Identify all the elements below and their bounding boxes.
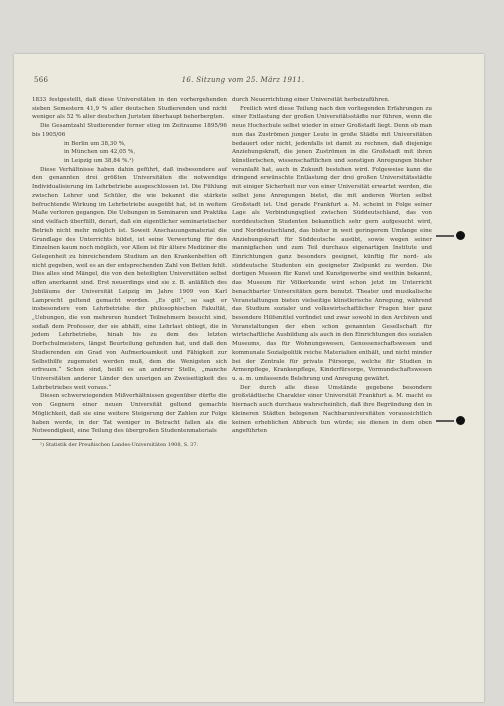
page-number: 566 (34, 76, 49, 84)
paragraph: durch Neuerrichtung einer Universität herbeizuführen. (232, 97, 390, 103)
binding-clip (436, 235, 454, 237)
paragraph: Diesen schwerwiegenden Mißverhältnissen gegenüber dürfte die von Gegnern einer neuen Universität geltend gemachte Möglichkeit, daß sie eine weitere Steigerung der Zahlen zur Folge haben werde, in der Tat weniger in Betracht fallen als die Notwendigkeit, eine Teilung des übergroßen Studentenmaterials (32, 393, 227, 435)
paragraph: Diese Verhältnisse haben dahin geführt, daß insbesondere auf den genannten drei größten Universitäten die notwendige Individualisierung im Lehrbetriebe ausgeschlossen ist. Die Fühlung zwischen Lehrer und Schüler, die wie bekannt die stärkste befruchtende Wirkung im Lehrbetriebe ausgeübt hat, ist in weitem Maße verloren gegangen. Die Uebungen in Seminaren und Praktika sind vielfach überfüllt, derart, daß ein eigentlicher seminaristischer Betrieb nicht mehr möglich ist. Soweit Anschauungsmaterial die Grundlage des Unterrichts bildet, ist seine Verwertung für den Einzelnen kaum noch möglich, vor Allem ist für ältere Mediziner die Gelegenheit zu hinreichendem Studium an den Krankenbetten oft nicht gegeben, weil es an der entsprechenden Zahl von Betten fehlt. Dies alles sind Mängel, die von den beteiligten Universitäten selbst offen anerkannt sind. Erst neuerdings sind sie z. B. anläßlich des Jubiläums der Universität Leipzig im Jahre 1909 von Karl Lamprecht geltend gemacht worden. „Es gilt“, so sagt er insbesondere vom Lehrbetriebe der philosophischen Fakultät, „Uebungen, die von mehreren hundert Teilnehmern besucht sind, sodaß dem Professor, der sie abhält, eine Lehrlast obliegt, die in jedem Lehrbetriebe, hinab bis zu dem des letzten Dorfschulmeisters, längst Beurteilung gefunden hat, und daß den Studierenden ein Grad von Aufmerksamkeit und Fähigkeit zur Selbsthilfe zugemutet werden muß, dem die Wenigsten sich erfreuen.“ Schon sind, heißt es an anderer Stelle, „manche Universitäten anderer Länder den unsrigen an Zweiseitigkeit des Lehrbetriebes weit voraus.“ (32, 166, 227, 391)
paragraph: 1833 festgestellt, daß diese Universitäten in den vorhergehenden sieben Semestern 41,9 % aller deutschen Studierenden und nicht weniger als 52 % aller deutschen Juristen überhaupt beherbergten. (32, 97, 227, 121)
binding-clip (436, 420, 454, 422)
statistic-line: in Leipzig um 38,84 %.¹) (64, 158, 134, 165)
running-title: 16. Sitzung vom 25. März 1911. (181, 76, 305, 84)
left-column (32, 96, 227, 449)
document-page (14, 54, 484, 702)
right-column (232, 96, 432, 436)
punch-hole (456, 416, 465, 425)
statistic-line: in Berlin um 38,30 %, (64, 140, 126, 147)
paragraph: Freilich wird diese Teilung nach den vorliegenden Erfahrungen zu einer Entlastung der großen Universitätsstädte nur führen, wenn die neue Hochschule selbst wieder in einer Großstadt liegt. Denn ob man nun das Zuströmen junger Leute in große Städte mit Universitäten bedauert oder nicht, jedenfalls ist damit zu rechnen, daß diejenige Anziehungskraft, die jenen Zuströmen in die Großstadt mit ihren künstlerischen, wissenschaftlichen und sonstigen Anregungen bisher veranlaßt hat, auch in Zukunft bestehen wird. Folgeweise kann die dringend erwünschte Entlastung der drei großen Universitätsstädte mit einiger Sicherheit nur von einer Universität erwartet werden, die selbst jene Anregungen bietet, die mit anderen Worten selbst Großstadt ist. Und gerade Frankfurt a. M. scheint in Folge seiner Lage als Verbindungsglied zwischen Süddeutschland, das von norddeutschen Studenten bekanntlich sehr gern aufgesucht wird, und Norddeutschland, das bisher in weit geringerem Umfange eine Anziehungskraft für Süddeutsche ausübt, sowie wegen seiner mannigfachen und zum Teil durchaus eigenartigen Institute und Einrichtungen ganz besonders geeignet, künftig für nord- als süddeutsche Studenten ein geeigneter Zielpunkt zu werden. Die dortigen Museen für Kunst und Kunstgewerbe sind weithin bekannt, das Museum für Völkerkunde wird schon jetzt im Unterricht benachbarter Universitäten gern benutzt. Theater und musikalische Veranstaltungen bieten vielseitige künstlerische Anregung, während das Studium sozialer und volkswirtschaftlicher Fragen hier ganz besondere Hilfsmittel vorfindet und zwar sowohl in den Archiven und Veranstaltungen der eben schon genannten Gesellschaft für wirtschaftliche Ausbildung als auch in den Einrichtungen des sozialen Museums, das für Wohnungswesen, Genossenschaftswesen und kommunale Sozialpolitik reiche Materialien enthält, und nicht minder bei der Zentrale für private Fürsorge, welche für Studien in Armenpflege, Krankenpflege, Kinderfürsorge, Vormundschaftswesen u. a. m. umfassende Belehrung und Anregung gewährt. (232, 105, 432, 382)
footnote: ¹) Statistik der Preußischen Landes-Universitäten 1908, S. 37. (40, 442, 199, 449)
footnote-divider (32, 439, 92, 440)
paragraph: Der durch alle diese Umstände gegebene besondere großstädtische Charakter einer Universität Frankfurt a. M. macht es hiernach auch durchaus wahrscheinlich, daß ihre Begründung den in kleineren Städten belegenen Nachbaruniversitäten voraussichtlich keinen erheblichen Abbruch tun würde; sie dienen in dem oben angeführten (232, 384, 432, 435)
statistic-line: in München um 42,05 %, (64, 149, 136, 156)
paragraph: Die Gesamtzahl Studierender ferner stieg im Zeitraume 1895/96 bis 1905/06 (32, 123, 227, 138)
punch-hole (456, 231, 465, 240)
